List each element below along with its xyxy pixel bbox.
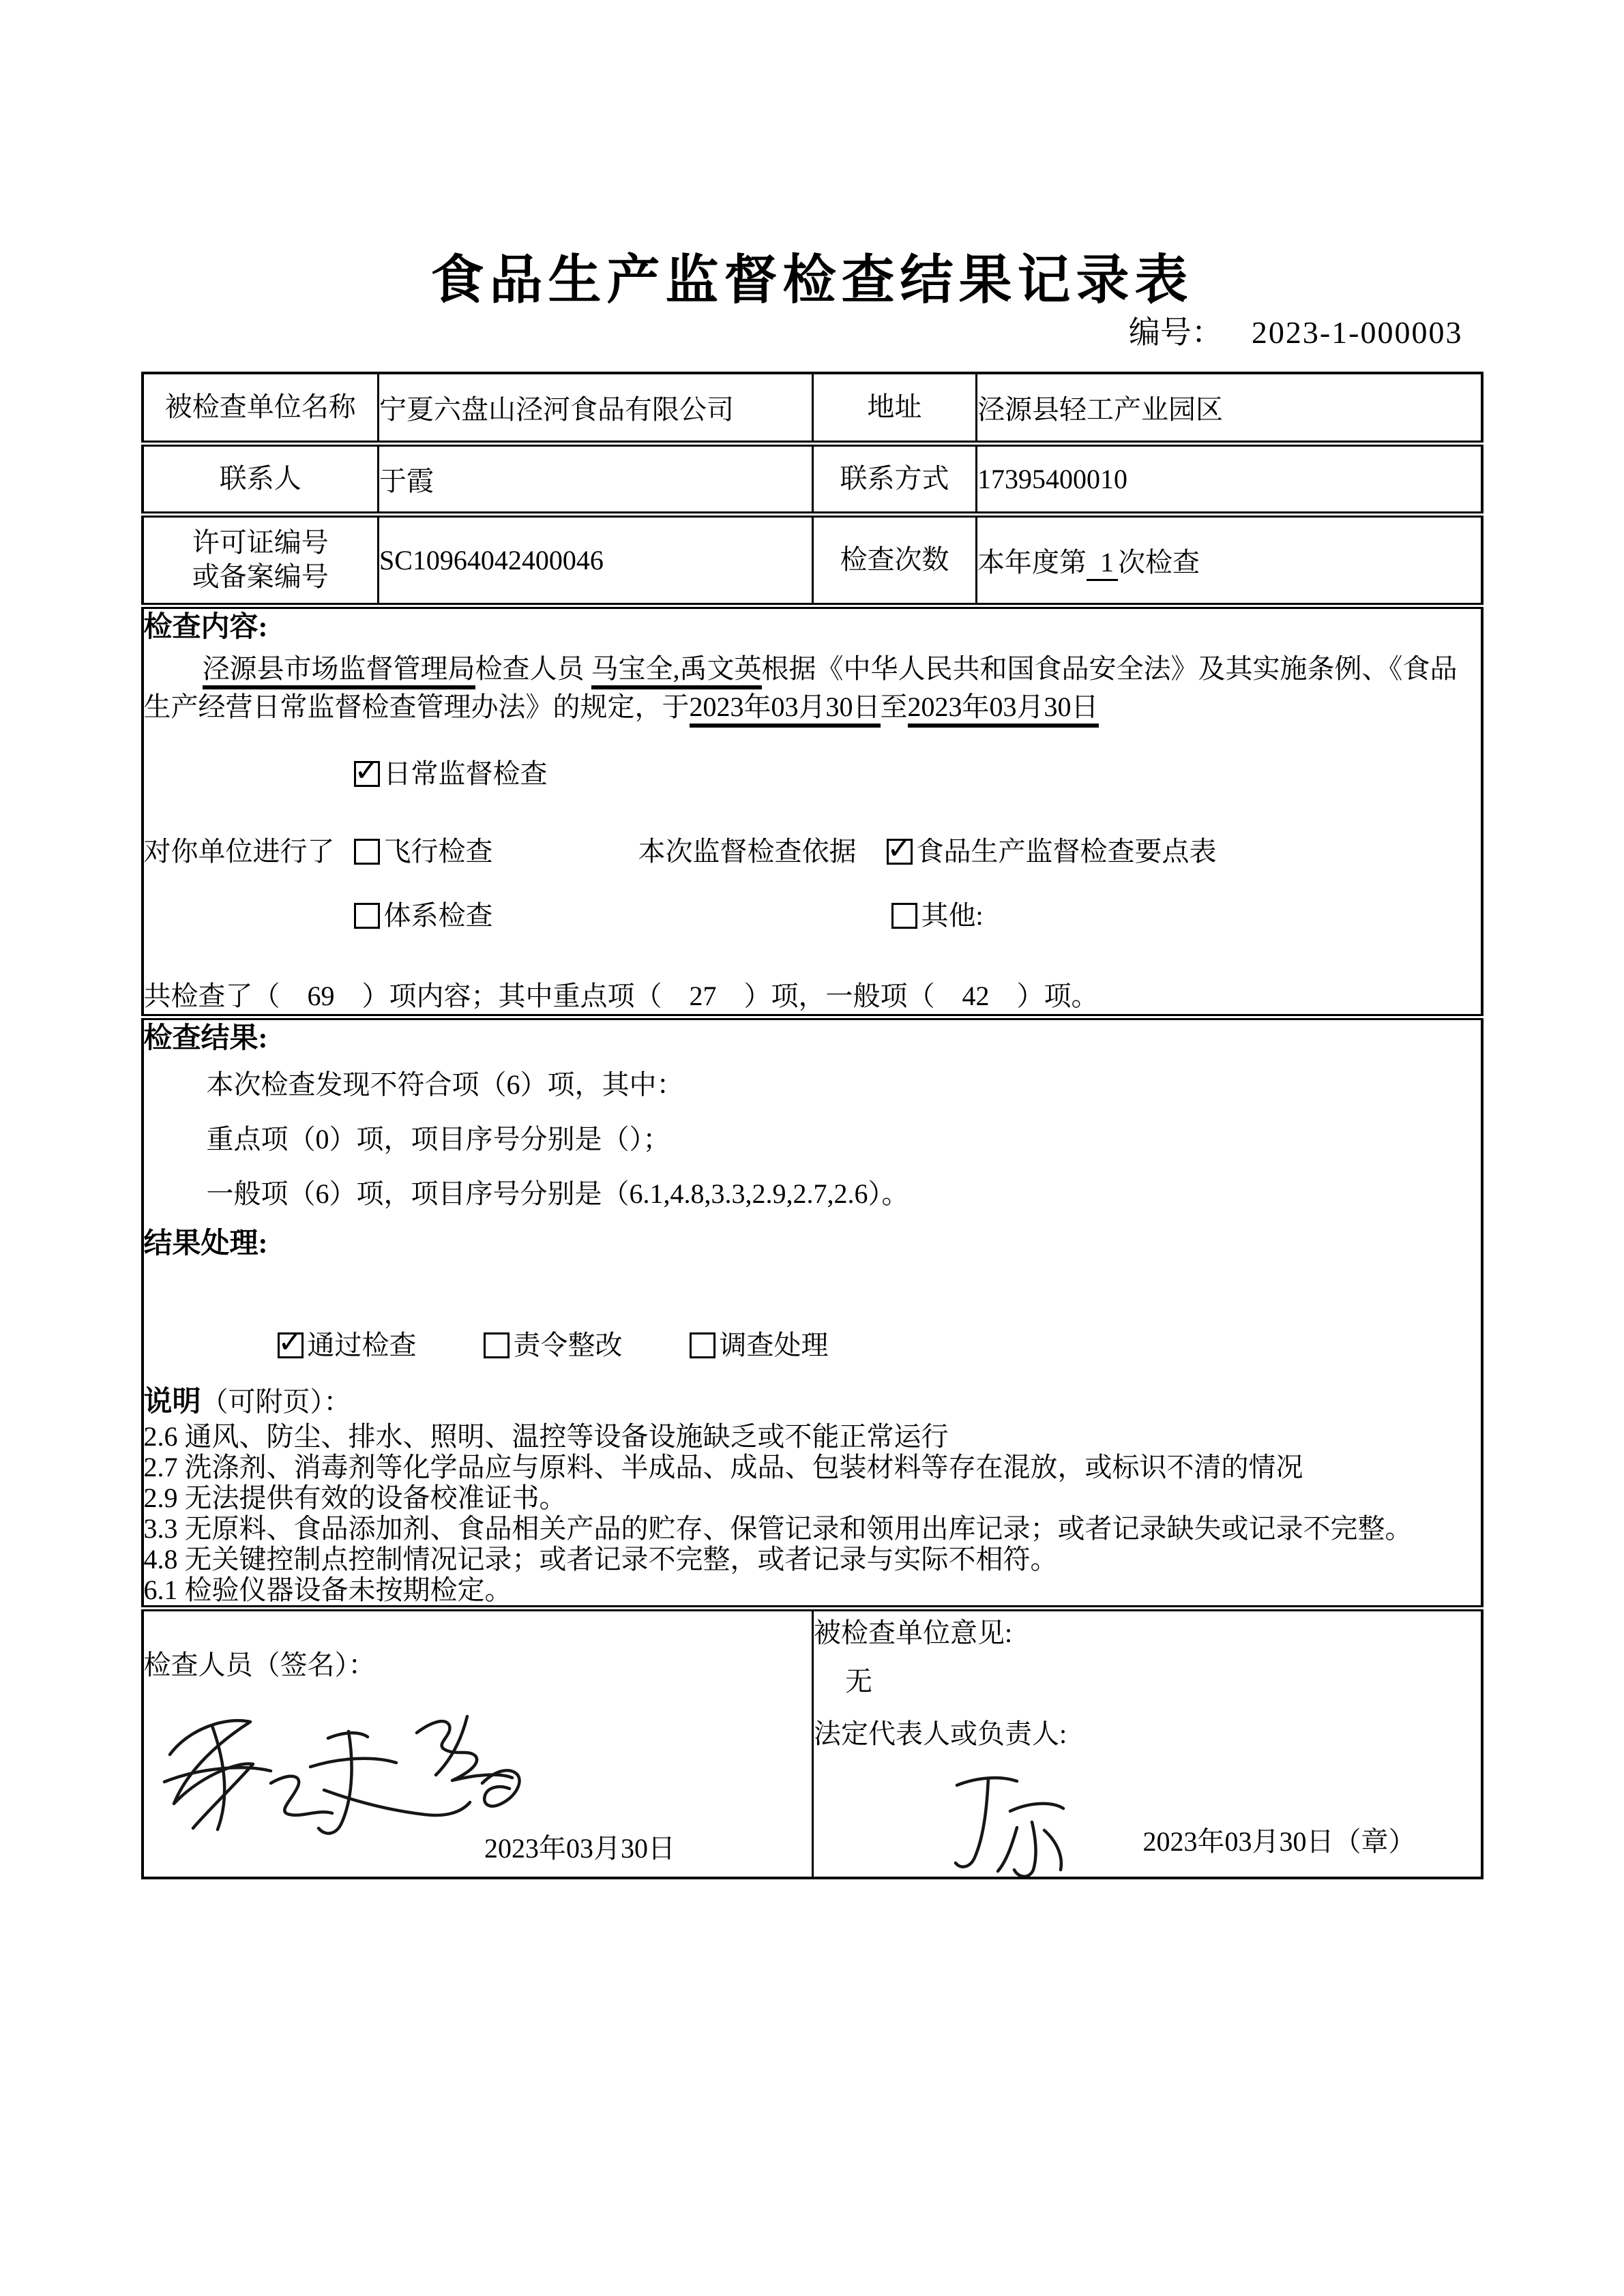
license-value: SC10964042400046 xyxy=(379,514,813,606)
inspection-form-table xyxy=(141,372,1483,1879)
note-item: 2.9 无法提供有效的设备校准证书。 xyxy=(143,1482,567,1514)
handling-heading: 结果处理: xyxy=(143,1227,268,1259)
row-contact xyxy=(143,443,1482,514)
checkbox-group-daily xyxy=(354,756,548,792)
note-item: 3.3 无原料、食品添加剂、食品相关产品的贮存、保管记录和领用出库记录；或者记录缺失或记录不完整。 xyxy=(143,1513,1413,1545)
checkbox-group-investigate xyxy=(690,1328,829,1363)
address-label: 地址 xyxy=(813,373,977,443)
basis-label: 本次监督检查依据 xyxy=(638,836,857,867)
unit-opinion-label: 被检查单位意见: xyxy=(814,1617,1013,1649)
inspector-signature-label: 检查人员（签名）： xyxy=(143,1650,376,1681)
check-icon: ✓ xyxy=(278,1325,303,1360)
checkbox-points-label: 食品生产监督检查要点表 xyxy=(916,836,1217,867)
content-paragraph xyxy=(144,650,1481,726)
checkbox-flight-inspection[interactable] xyxy=(354,839,380,865)
para-text: 至 xyxy=(880,691,908,723)
note-heading xyxy=(144,1384,1481,1421)
line-handling-options xyxy=(278,1325,1481,1363)
row-unit-address xyxy=(143,373,1482,443)
checkbox-other[interactable] xyxy=(891,903,917,929)
checkbox-pass[interactable] xyxy=(278,1325,304,1360)
contact-value: 于霞 xyxy=(379,443,813,514)
lead-label: 对你单位进行了 xyxy=(143,836,335,867)
doc-number-line xyxy=(143,314,1482,351)
line-inspection-type xyxy=(143,831,1481,869)
checkbox-daily-inspection[interactable] xyxy=(354,754,380,789)
items-summary: 共检查了（ 69 ）项内容；其中重点项（ 27 ）项，一般项（ 42 ）项。 xyxy=(143,981,1099,1012)
para-text: 根据《中华人民共和国食品安全法》及其实施条例、《食品生产经营日常监督检查管理办法》的规定，于 xyxy=(143,653,1458,723)
times-label: 检查次数 xyxy=(813,514,977,606)
contact-label: 联系人 xyxy=(143,443,379,514)
page-title: 食品生产监督检查结果记录表 xyxy=(430,250,1194,310)
checkbox-group-pass xyxy=(278,1325,417,1363)
inspector-handwritten-signatures xyxy=(149,1701,531,1845)
unit-opinion-value: 无 xyxy=(845,1666,872,1697)
rep-label: 法定代表人或负责人: xyxy=(814,1718,1067,1750)
unit-opinion-cell xyxy=(813,1609,1482,1879)
checkbox-investigate[interactable] xyxy=(690,1332,715,1358)
license-label xyxy=(143,514,379,606)
results-heading: 检查结果: xyxy=(143,1023,268,1055)
representative-handwritten-signature xyxy=(930,1768,1080,1877)
checkbox-flight-label: 飞行检查 xyxy=(383,836,493,867)
results-line-general: 一般项（6）项，项目序号分别是（6.1,4.8,3.3,2.9,2.7,2.6）。 xyxy=(206,1178,909,1209)
authority-name: 泾源县市场监督管理局 xyxy=(203,653,475,689)
inspection-results-cell xyxy=(143,1017,1482,1609)
row-inspection-content xyxy=(143,606,1482,1017)
doc-number-value: 2023-1-000003 xyxy=(1251,315,1463,350)
check-icon: ✓ xyxy=(887,831,912,867)
line-system-other xyxy=(354,898,1481,934)
note-label-rest: （可附页）： xyxy=(201,1386,351,1418)
inspector-signature-cell xyxy=(143,1609,813,1879)
note-item: 2.7 洗涤剂、消毒剂等化学品应与原料、半成品、成品、包装材料等存在混放，或标识不清的情况 xyxy=(143,1452,1303,1483)
inspection-content-cell xyxy=(143,606,1482,1017)
checkbox-group-points xyxy=(887,831,1217,869)
para-text: 检查人员 xyxy=(475,653,591,685)
checkbox-system-label: 体系检查 xyxy=(383,900,493,931)
checkbox-group-system xyxy=(354,898,493,934)
checkbox-points-table[interactable] xyxy=(887,831,913,867)
inspector-names: 马宝全,禹文英 xyxy=(591,653,762,689)
note-item: 2.6 通风、防尘、排水、照明、温控等设备设施缺乏或不能正常运行 xyxy=(143,1421,949,1452)
row-signatures xyxy=(143,1609,1482,1879)
times-suffix: 次检查 xyxy=(1118,546,1200,578)
checkbox-investigate-label: 调查处理 xyxy=(719,1330,829,1361)
unit-name-value: 宁夏六盘山泾河食品有限公司 xyxy=(379,373,813,443)
note-item: 4.8 无关键控制点控制情况记录；或者记录不完整，或者记录与实际不相符。 xyxy=(143,1544,1058,1575)
checkbox-daily-label: 日常监督检查 xyxy=(383,758,548,790)
unit-name-label: 被检查单位名称 xyxy=(143,373,379,443)
phone-value: 17395400010 xyxy=(977,443,1482,514)
address-value: 泾源县轻工产业园区 xyxy=(977,373,1482,443)
checkbox-rectify[interactable] xyxy=(484,1332,510,1358)
line-daily-inspection xyxy=(354,756,1481,792)
results-line-total: 本次检查发现不符合项（6）项，其中： xyxy=(206,1069,684,1100)
date-to: 2023年03月30日 xyxy=(908,691,1099,728)
phone-label: 联系方式 xyxy=(813,443,977,514)
unit-date: 2023年03月30日（章） xyxy=(1142,1826,1416,1858)
license-label-line1: 许可证编号 xyxy=(192,527,329,558)
checkbox-group-flight xyxy=(354,834,493,869)
checkbox-pass-label: 通过检查 xyxy=(307,1330,417,1361)
checkbox-group-other xyxy=(891,898,984,934)
license-label-line2: 或备案编号 xyxy=(192,561,329,593)
check-icon: ✓ xyxy=(354,754,379,789)
times-prefix: 本年度第 xyxy=(977,546,1087,578)
date-from: 2023年03月30日 xyxy=(690,691,881,728)
times-number: 1 xyxy=(1087,547,1118,581)
row-inspection-results xyxy=(143,1017,1482,1609)
note-item: 6.1 检验仪器设备未按期检定。 xyxy=(143,1575,512,1606)
results-line-key: 重点项（0）项，项目序号分别是（）； xyxy=(206,1123,670,1154)
inspector-date: 2023年03月30日 xyxy=(484,1833,675,1864)
times-value xyxy=(977,514,1482,606)
doc-number-label: 编号： xyxy=(1128,315,1223,350)
content-heading: 检查内容: xyxy=(143,611,268,643)
checkbox-group-rectify xyxy=(484,1328,623,1363)
checkbox-system-inspection[interactable] xyxy=(354,903,380,929)
row-license xyxy=(143,514,1482,606)
note-label: 说明 xyxy=(143,1386,201,1418)
checkbox-rectify-label: 责令整改 xyxy=(513,1330,623,1361)
checkbox-other-label: 其他: xyxy=(921,900,984,931)
